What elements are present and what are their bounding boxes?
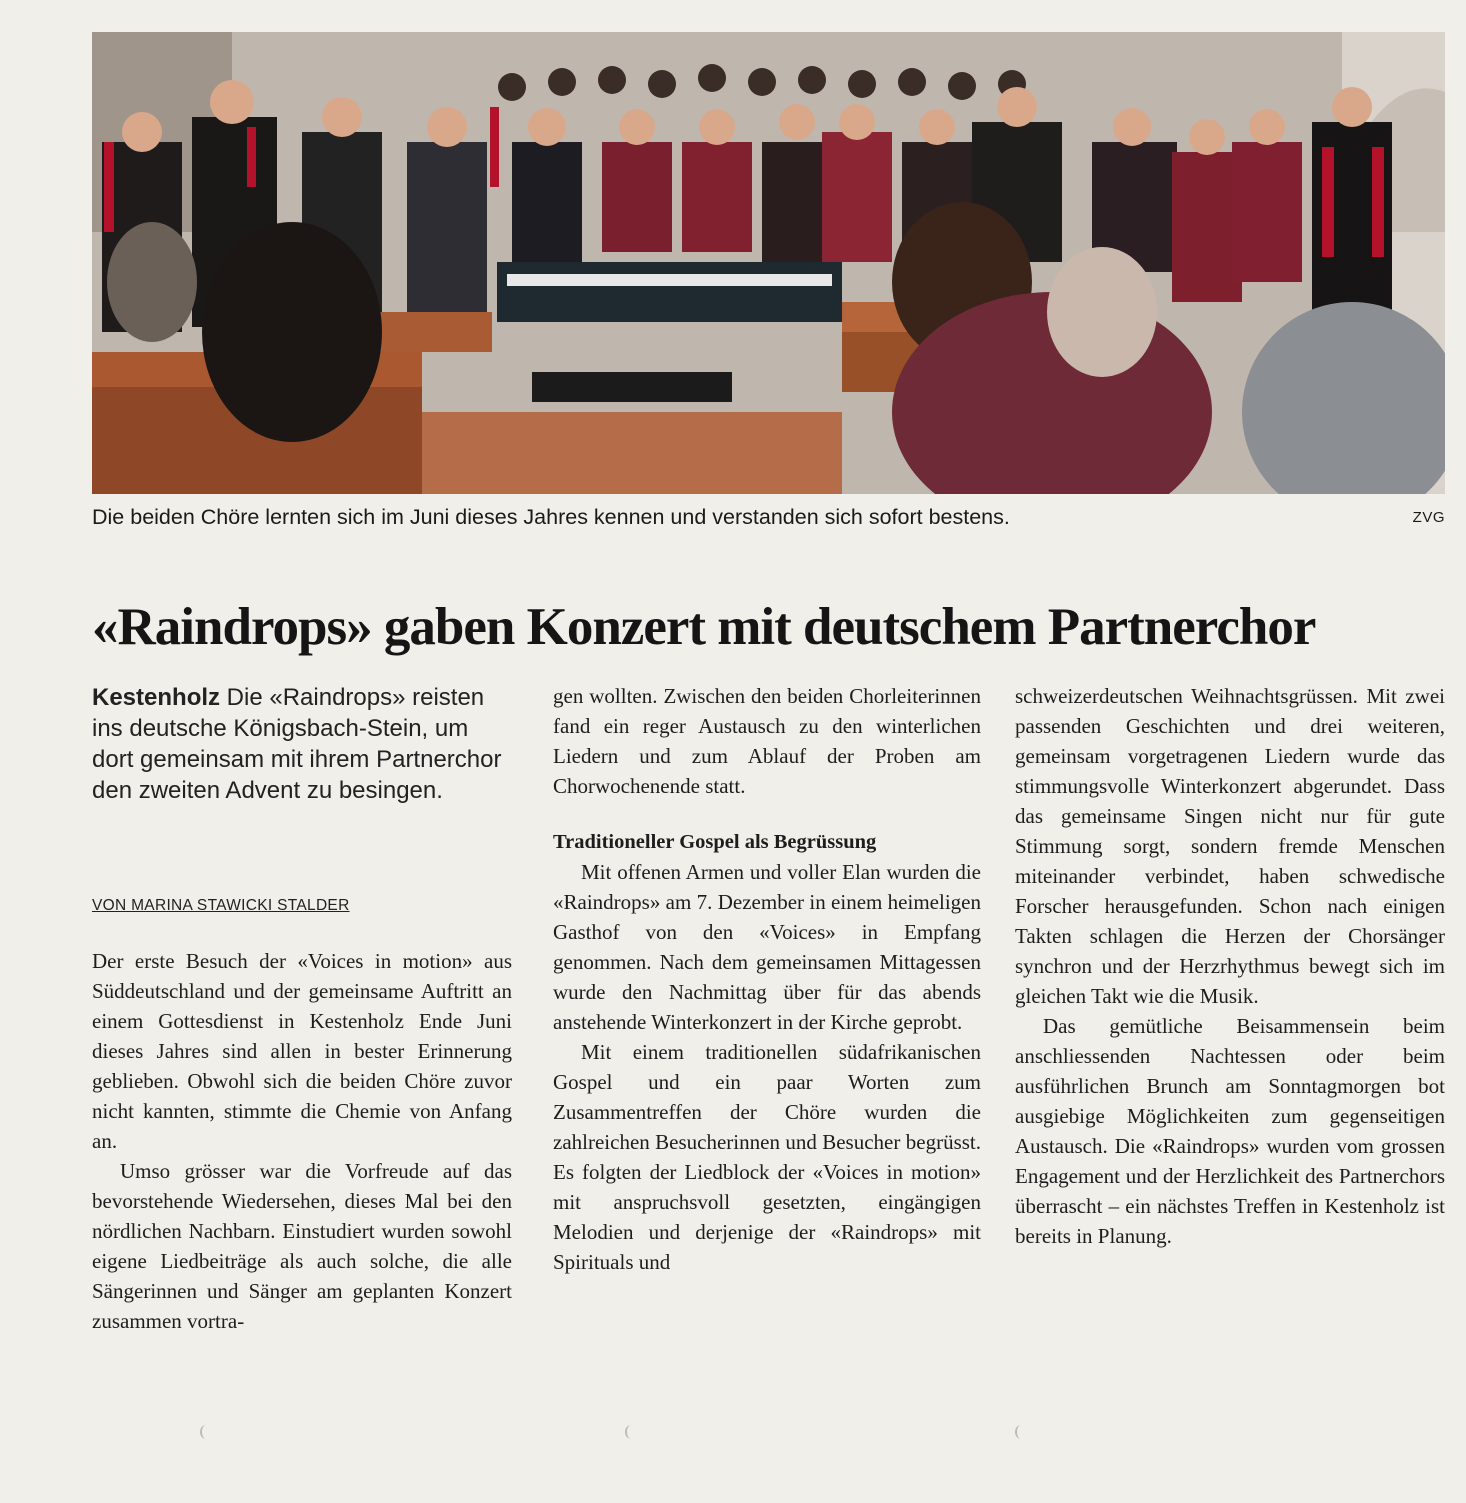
scan-mark (200, 1425, 212, 1439)
paragraph: Das gemütliche Beisammensein beim anschliessenden Nachtessen oder beim ausführlichen Brunch am Sonntagmorgen bot ausgiebige Möglichkeiten zum gegenseitigen Austausch. Die «Raindrops» wurden vom grossen Engagement und der Herzlichkeit des Partnerchors überrascht – ein nächstes Treffen in Kestenholz ist bereits in Planung. (1015, 1014, 1445, 1248)
scan-mark (625, 1425, 637, 1439)
column-2 (553, 681, 981, 1277)
lead-paragraph (92, 682, 512, 806)
article-photo (92, 32, 1445, 494)
byline: VON MARINA STAWICKI STALDER (92, 897, 350, 914)
paragraph: Mit einem traditionellen südafrikanischen Gospel und ein paar Worten zum Zusammentreffen der Chöre wurden die zahlreichen Besucherinnen und Besucher begrüsst. Es folgten der Liedblock der «Voices in motion» mit anspruchsvoll gesetzten, eingängigen Melodien und derjenige der «Raindrops» mit Spirituals und (553, 1040, 981, 1274)
caption-text: Die beiden Chöre lernten sich im Juni dieses Jahres kennen und verstanden sich sofort bestens. (92, 505, 1010, 529)
lead-text: Die «Raindrops» reisten ins deutsche Königsbach-Stein, um dort gemeinsam mit ihrem Partnerchor den zweiten Advent zu besingen. (92, 684, 502, 804)
scan-mark (1015, 1425, 1027, 1439)
dateline-place: Kestenholz (92, 684, 221, 711)
paragraph: gen wollten. Zwischen den beiden Chorleiterinnen fand ein reger Austausch zu den winterlichen Liedern und zum Ablauf der Proben am Chorwochenende statt. (553, 684, 981, 798)
headline: «Raindrops» gaben Konzert mit deutschem Partnerchor (92, 598, 1316, 656)
paragraph: Umso grösser war die Vorfreude auf das bevorstehende Wiedersehen, dieses Mal bei den nördlichen Nachbarn. Einstudiert wurden sowohl eigene Liedbeiträge als auch solche, die alle Sängerinnen und Sänger am geplanten Konzert zusammen vortra- (92, 1159, 512, 1333)
photo-caption (92, 505, 1445, 533)
choir-photo-icon (92, 32, 1445, 494)
photo-credit: ZVG (1412, 509, 1445, 526)
paragraph: Mit offenen Armen und voller Elan wurden die «Raindrops» am 7. Dezember in einem heimeligen Gasthof von den «Voices» in Empfang genommen. Nach dem gemeinsamen Mittagessen wurde den Nachmittag über für das abends anstehende Winterkonzert in der Kirche geprobt. (553, 860, 981, 1034)
column-1 (92, 946, 512, 1336)
paragraph: schweizerdeutschen Weihnachtsgrüssen. Mit zwei passenden Geschichten und drei weiteren, gemeinsam vorgetragenen Liedern wurde das stimmungsvolle Winterkonzert abgerundet. Dass das gemeinsame Singen nicht nur für gute Stimmung sorgt, sondern fremde Menschen miteinander verbindet, haben schwedische Forscher herausgefunden. Schon nach einigen Takten schlagen die Herzen der Chorsänger synchron und der Herzrhythmus bewegt sich im gleichen Takt wie die Musik. (1015, 684, 1445, 1008)
column-3 (1015, 681, 1445, 1251)
subheading: Traditioneller Gospel als Begrüssung (553, 831, 877, 853)
paragraph: Der erste Besuch der «Voices in motion» aus Süddeutschland und der gemeinsame Auftritt an einem Gottesdienst in Kestenholz Ende Juni dieses Jahres sind allen in bester Erinnerung geblieben. Obwohl sich die beiden Chöre zuvor nicht kannten, stimmte die Chemie von Anfang an. (92, 949, 512, 1153)
